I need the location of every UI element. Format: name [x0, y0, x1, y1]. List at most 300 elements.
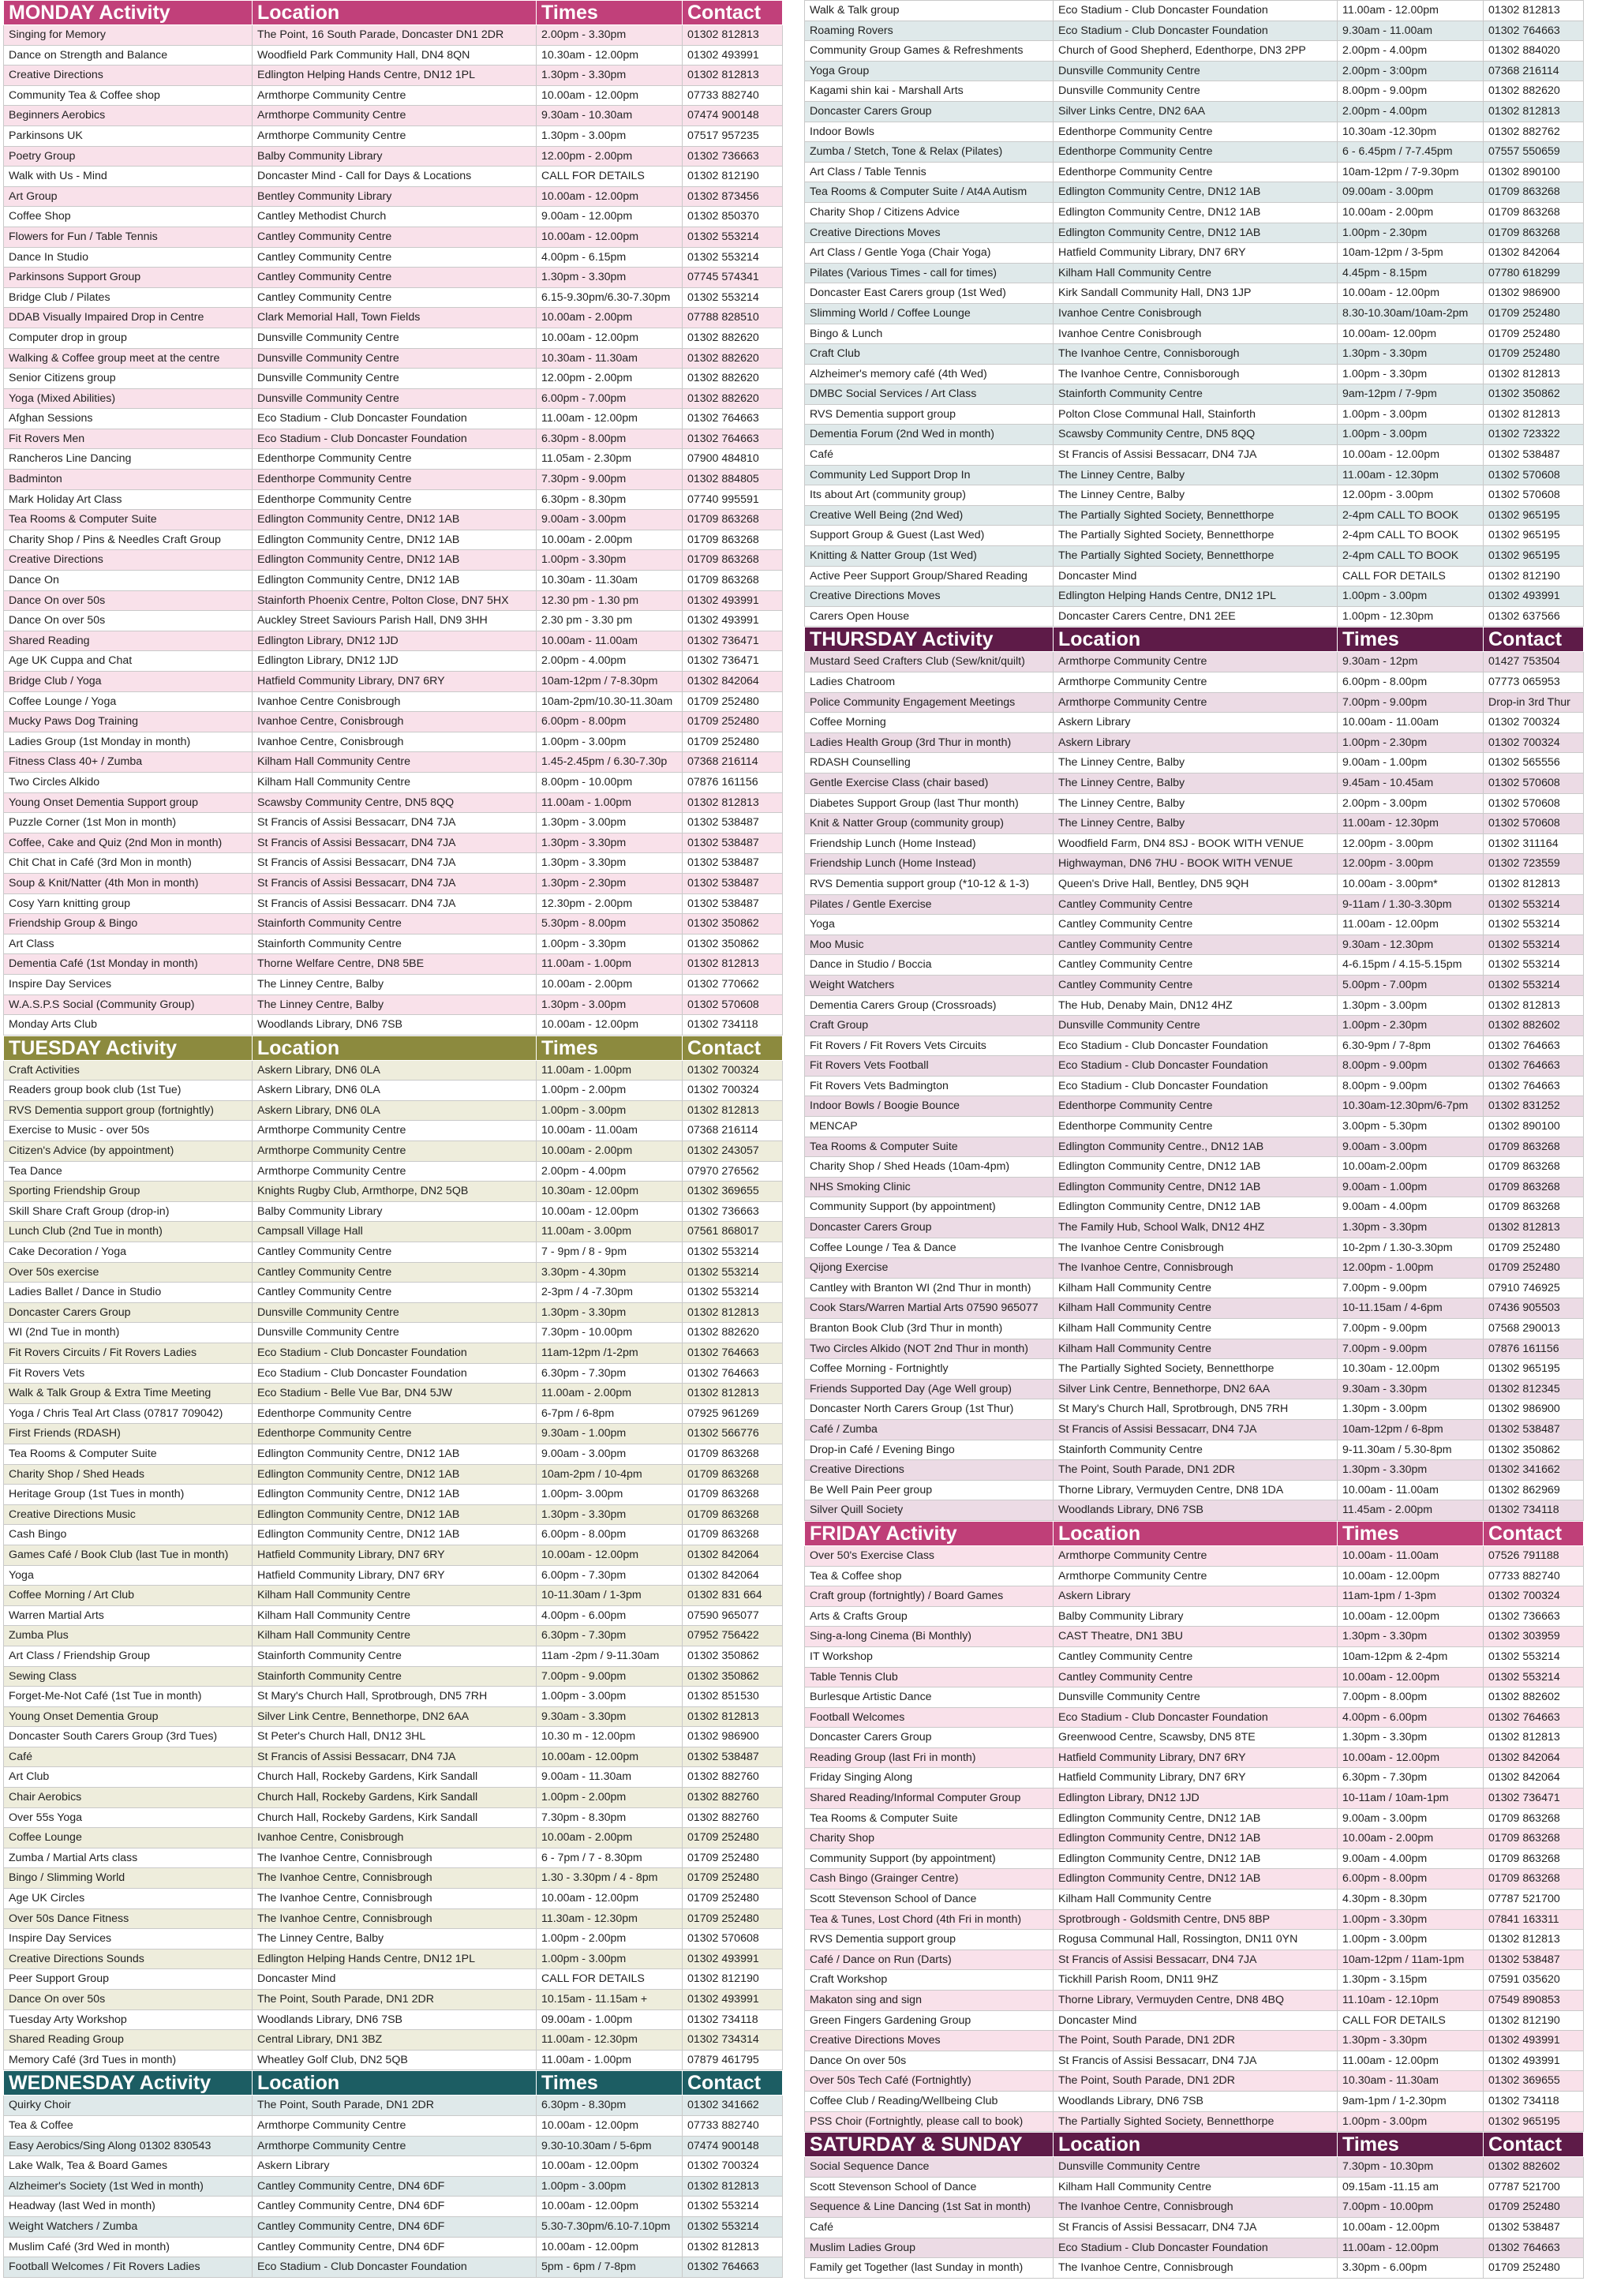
location-cell: The Ivanhoe Centre, Connisborough: [1054, 344, 1338, 365]
contact-cell: 01302 965195: [1484, 546, 1584, 567]
times-cell: 10.00am - 12.00pm: [537, 2237, 683, 2257]
contact-cell: 01302 570608: [683, 1929, 783, 1950]
contact-cell: 01709 252480: [1484, 344, 1584, 365]
location-cell: The Point, South Parade, DN1 2DR: [1054, 2031, 1338, 2051]
location-cell: Hatfield Community Library, DN7 6RY: [253, 1565, 537, 1586]
times-cell: 1.00pm - 3.30pm: [1338, 1909, 1484, 1930]
location-cell: Eco Stadium - Club Doncaster Foundation: [1054, 1707, 1338, 1728]
location-cell: Cantley Community Centre: [1054, 935, 1338, 955]
times-cell: 8.00pm - 10.00pm: [537, 772, 683, 792]
table-row: [4, 2115, 783, 2136]
table-row: [4, 470, 783, 490]
times-cell: 6.30pm - 8.30pm: [537, 489, 683, 510]
contact-cell: 01709 863268: [683, 1504, 783, 1525]
activity-cell: Muslim Ladies Group: [805, 2238, 1054, 2258]
table-row: [4, 712, 783, 732]
location-cell: The Ivanhoe Centre, Connisbrough: [1054, 2258, 1338, 2279]
table-row: [4, 1545, 783, 1565]
times-cell: 1.00pm - 2.30pm: [1338, 732, 1484, 753]
times-cell: 10.00am - 12.00pm: [1338, 283, 1484, 304]
activity-cell: IT Workshop: [805, 1646, 1054, 1667]
activity-cell: Cantley with Branton WI (2nd Thur in month): [805, 1278, 1054, 1298]
times-cell: 10am-12pm / 7-8.30pm: [537, 672, 683, 692]
activity-cell: Badminton: [4, 470, 253, 490]
times-cell: 10-11.15am / 4-6pm: [1338, 1298, 1484, 1319]
contact-cell: 07568 290013: [1484, 1319, 1584, 1339]
location-cell: The Partially Sighted Society, Bennetthorpe: [1054, 526, 1338, 546]
table-row: [805, 854, 1584, 875]
activity-cell: Charity Shop / Pins & Needles Craft Group: [4, 530, 253, 550]
location-cell: Kilham Hall Community Centre: [1054, 1298, 1338, 1319]
table-row: [4, 1182, 783, 1202]
times-cell: 4.30pm - 8.30pm: [1338, 1890, 1484, 1910]
contact-cell: 01709 863268: [683, 1444, 783, 1464]
contact-header: Contact: [683, 2071, 783, 2096]
times-cell: 4.45pm - 8.15pm: [1338, 263, 1484, 283]
location-cell: Church Hall, Rockeby Gardens, Kirk Sandall: [253, 1807, 537, 1828]
contact-cell: 01302 700324: [683, 1060, 783, 1081]
contact-cell: 01302 764663: [1484, 1036, 1584, 1056]
contact-cell: 01302 882602: [1484, 1016, 1584, 1036]
times-cell: 1.30pm - 3.30pm: [1338, 2031, 1484, 2051]
times-cell: 6 - 7pm / 7 - 8.30pm: [537, 1848, 683, 1868]
location-cell: Cantley Community Centre, DN4 6DF: [253, 2197, 537, 2217]
contact-cell: 07879 461795: [683, 2050, 783, 2070]
contact-cell: 01302 350862: [683, 1646, 783, 1666]
activity-cell: Green Fingers Gardening Group: [805, 2010, 1054, 2031]
times-cell: 9-11am / 1.30-3.30pm: [1338, 894, 1484, 915]
activity-cell: Café: [805, 2217, 1054, 2238]
contact-cell: 07549 890853: [1484, 1991, 1584, 2011]
table-row: [805, 1117, 1584, 1137]
times-cell: 10.00am - 12.00pm: [537, 328, 683, 348]
table-row: [805, 182, 1584, 203]
activity-cell: Puzzle Corner (1st Mon in month): [4, 813, 253, 833]
right-column: [804, 0, 1583, 2296]
contact-cell: 07474 900148: [683, 2136, 783, 2156]
location-cell: Edlington Community Centre, DN12 1AB: [253, 1464, 537, 1485]
times-cell: 1.30pm - 3.15pm: [1338, 1970, 1484, 1991]
times-cell: 10-2pm / 1.30-3.30pm: [1338, 1238, 1484, 1258]
contact-cell: 01302 553214: [683, 2197, 783, 2217]
table-row: [805, 713, 1584, 733]
table-row: [805, 1278, 1584, 1298]
location-cell: Edlington Community Centre, DN12 1AB: [253, 1444, 537, 1464]
times-cell: 2.00pm - 4.00pm: [1338, 101, 1484, 122]
times-cell: 11.00am - 1.00pm: [537, 954, 683, 975]
location-cell: Eco Stadium - Club Doncaster Foundation: [253, 1343, 537, 1364]
table-row: [4, 429, 783, 449]
times-cell: 1.00pm - 12.30pm: [1338, 606, 1484, 627]
table-row: [4, 1121, 783, 1141]
table-row: [805, 21, 1584, 41]
times-cell: 11.05am - 2.30pm: [537, 449, 683, 470]
contact-cell: 01709 863268: [1484, 1829, 1584, 1849]
contact-cell: 01302 812190: [683, 167, 783, 187]
table-row: [4, 1525, 783, 1545]
contact-cell: 01302 812190: [1484, 2010, 1584, 2031]
times-cell: 12.30pm - 2.00pm: [537, 893, 683, 914]
activity-cell: Dementia Café (1st Monday in month): [4, 954, 253, 975]
times-cell: 10.00am - 12.00pm: [1338, 445, 1484, 466]
location-cell: Woodlands Library, DN6 7SB: [1054, 2091, 1338, 2111]
contact-cell: Drop-in 3rd Thur: [1484, 692, 1584, 713]
times-cell: 9.00am - 3.00pm: [537, 510, 683, 530]
activity-cell: Craft group (fortnightly) / Board Games: [805, 1586, 1054, 1607]
activity-cell: Shared Reading/Informal Computer Group: [805, 1788, 1054, 1809]
activity-cell: Coffee Lounge / Tea & Dance: [805, 1238, 1054, 1258]
table-row: [805, 1950, 1584, 1970]
location-cell: Cantley Community Centre: [1054, 1667, 1338, 1687]
activity-cell: Ladies Chatroom: [805, 672, 1054, 693]
location-cell: Rogusa Communal Hall, Rossington, DN11 0YN: [1054, 1930, 1338, 1950]
table-row: [4, 672, 783, 692]
contact-cell: 01302 553214: [1484, 975, 1584, 995]
times-cell: 6.30pm - 8.00pm: [537, 429, 683, 449]
times-cell: 12.00pm - 1.00pm: [1338, 1258, 1484, 1279]
table-row: [805, 692, 1584, 713]
table-row: [4, 1848, 783, 1868]
location-cell: Armthorpe Community Centre: [1054, 652, 1338, 672]
activity-cell: Café: [805, 445, 1054, 466]
contact-cell: 07733 882740: [683, 2115, 783, 2136]
table-row: [805, 1238, 1584, 1258]
contact-cell: 01302 812813: [683, 954, 783, 975]
activity-cell: Scott Stevenson School of Dance: [805, 1890, 1054, 1910]
location-cell: St Francis of Assisi Bessacarr, DN4 7JA: [253, 813, 537, 833]
table-row: [805, 1076, 1584, 1096]
activity-cell: Creative Directions Sounds: [4, 1949, 253, 1969]
times-cell: 2.00pm - 4.00pm: [537, 1161, 683, 1182]
times-cell: 1.30pm - 3.00pm: [537, 125, 683, 146]
times-cell: 10.00am - 12.00pm: [537, 186, 683, 207]
times-cell: CALL FOR DETAILS: [1338, 566, 1484, 586]
section-title: MONDAY Activity: [4, 1, 253, 25]
table-row: [4, 691, 783, 712]
table-row: [805, 2177, 1584, 2197]
friday-table: [804, 1521, 1584, 2132]
times-cell: 7.30pm - 9.00pm: [537, 470, 683, 490]
activity-cell: Quirky Choir: [4, 2096, 253, 2116]
activity-cell: Craft Group: [805, 1016, 1054, 1036]
activity-cell: Doncaster East Carers group (1st Wed): [805, 283, 1054, 304]
location-cell: St Francis of Assisi Bessacarr, DN4 7JA: [1054, 1419, 1338, 1440]
location-cell: Armthorpe Community Centre: [253, 106, 537, 126]
activity-cell: DMBC Social Services / Art Class: [805, 384, 1054, 405]
table-row: [4, 268, 783, 288]
table-row: [805, 1747, 1584, 1768]
activity-cell: Sporting Friendship Group: [4, 1182, 253, 1202]
contact-cell: 01302 812813: [683, 1100, 783, 1121]
times-cell: 1.30pm - 3.30pm: [537, 1302, 683, 1323]
times-cell: 11.00am - 3.00pm: [537, 1222, 683, 1242]
table-row: [805, 935, 1584, 955]
times-cell: 1.30pm - 3.30pm: [537, 66, 683, 86]
table-row: [4, 1201, 783, 1222]
table-row: [805, 915, 1584, 935]
activity-cell: Tea Rooms & Computer Suite: [805, 1808, 1054, 1829]
location-header: Location: [253, 1036, 537, 1060]
times-cell: 10.00am - 12.00pm: [537, 1747, 683, 1767]
table-row: [4, 914, 783, 935]
contact-cell: 01302 812813: [1484, 995, 1584, 1016]
table-row: [4, 207, 783, 227]
contact-cell: 07788 828510: [683, 308, 783, 328]
location-cell: Edlington Community Centre, DN12 1AB: [1054, 182, 1338, 203]
activity-cell: Table Tennis Club: [805, 1667, 1054, 1687]
contact-cell: 01709 863268: [1484, 202, 1584, 223]
times-cell: 3.30pm - 6.00pm: [1338, 2258, 1484, 2279]
table-row: [805, 505, 1584, 526]
location-cell: Edenthorpe Community Centre: [1054, 1096, 1338, 1117]
times-cell: 6 - 6.45pm / 7-7.45pm: [1338, 142, 1484, 163]
location-cell: Edenthorpe Community Centre: [1054, 1117, 1338, 1137]
activity-cell: Bridge Club / Pilates: [4, 287, 253, 308]
location-cell: Eco Stadium - Club Doncaster Foundation: [253, 2257, 537, 2278]
times-cell: 12.00pm - 3.00pm: [1338, 833, 1484, 854]
times-cell: 1.30pm - 3.30pm: [537, 1504, 683, 1525]
location-cell: Campsall Village Hall: [253, 1222, 537, 1242]
contact-cell: 01709 863268: [683, 510, 783, 530]
contact-cell: 01709 252480: [683, 712, 783, 732]
location-cell: Sprotbrough - Goldsmith Centre, DN5 8BP: [1054, 1909, 1338, 1930]
activity-cell: Social Sequence Dance: [805, 2157, 1054, 2178]
table-row: [805, 833, 1584, 854]
location-cell: The Point, South Parade, DN1 2DR: [1054, 2071, 1338, 2092]
table-row: [805, 874, 1584, 894]
times-cell: 6-7pm / 6-8pm: [537, 1403, 683, 1424]
activity-cell: Heritage Group (1st Tues in month): [4, 1485, 253, 1505]
times-cell: 10.00am - 11.00am: [537, 631, 683, 651]
times-cell: 6.00pm - 8.00pm: [537, 712, 683, 732]
times-cell: 10-11.30am / 1-3pm: [537, 1586, 683, 1606]
activity-cell: Walk & Talk Group & Extra Time Meeting: [4, 1384, 253, 1404]
tuesday-table: [3, 1036, 783, 2071]
location-cell: Dunsville Community Centre: [1054, 1016, 1338, 1036]
table-row: [805, 526, 1584, 546]
times-cell: 9.30am - 12pm: [1338, 652, 1484, 672]
activity-cell: Yoga Group: [805, 61, 1054, 81]
times-cell: 7 - 9pm / 8 - 9pm: [537, 1242, 683, 1263]
contact-cell: 01302 734118: [683, 2009, 783, 2030]
contact-cell: 01302 723559: [1484, 854, 1584, 875]
contact-cell: 01709 863268: [1484, 223, 1584, 243]
contact-header: Contact: [1484, 627, 1584, 652]
location-cell: Kilham Hall Community Centre: [1054, 1339, 1338, 1359]
contact-cell: 01709 252480: [683, 1889, 783, 1909]
table-row: [4, 1504, 783, 1525]
contact-cell: 01302 493991: [1484, 586, 1584, 607]
times-cell: 1.00pm - 3.00pm: [537, 1687, 683, 1707]
times-cell: 10.00am - 2.00pm: [537, 974, 683, 994]
table-row: [4, 1262, 783, 1283]
table-row: [805, 1890, 1584, 1910]
activity-cell: Sequence & Line Dancing (1st Sat in month): [805, 2197, 1054, 2218]
times-cell: 9.30am - 10.30am: [537, 106, 683, 126]
times-header: Times: [1338, 2133, 1484, 2157]
table-row: [4, 1081, 783, 1101]
activity-cell: Dance On: [4, 571, 253, 591]
table-row: [4, 550, 783, 571]
table-row: [805, 1848, 1584, 1869]
location-cell: Hatfield Community Library, DN7 6RY: [1054, 1768, 1338, 1788]
contact-cell: 01302 553214: [1484, 935, 1584, 955]
contact-cell: 01302 764663: [1484, 1076, 1584, 1096]
activity-cell: Indoor Bowls / Boogie Bounce: [805, 1096, 1054, 1117]
times-cell: 1.30pm - 3.00pm: [537, 813, 683, 833]
times-cell: 8.00pm - 9.00pm: [1338, 1076, 1484, 1096]
contact-cell: 07733 882740: [1484, 1566, 1584, 1586]
location-cell: Dunsville Community Centre: [253, 348, 537, 369]
location-cell: St Francis of Assisi Bessacarr, DN4 7JA: [1054, 2051, 1338, 2071]
activity-cell: Inspire Day Services: [4, 1929, 253, 1950]
times-cell: 1.30pm - 3.30pm: [537, 853, 683, 874]
location-cell: Silver Link Centre, Bennethorpe, DN2 6AA: [253, 1706, 537, 1727]
location-cell: The Ivanhoe Centre, Connisbrough: [253, 1889, 537, 1909]
activity-cell: Creative Directions Music: [4, 1504, 253, 1525]
location-cell: Armthorpe Community Centre: [253, 2136, 537, 2156]
times-cell: 9.30am - 3.30pm: [1338, 1379, 1484, 1399]
contact-cell: 01302 986900: [1484, 283, 1584, 304]
activity-cell: Citizen's Advice (by appointment): [4, 1141, 253, 1162]
location-cell: Edenthorpe Community Centre: [1054, 122, 1338, 142]
times-cell: 11.00am - 12.30pm: [537, 2030, 683, 2051]
table-row: [4, 752, 783, 773]
contact-cell: 01302 842064: [683, 672, 783, 692]
location-cell: Edlington Helping Hands Centre, DN12 1PL: [1054, 586, 1338, 607]
contact-cell: 07436 905503: [1484, 1298, 1584, 1319]
table-row: [4, 1100, 783, 1121]
times-cell: 6.30pm - 7.30pm: [1338, 1768, 1484, 1788]
contact-cell: 01302 965195: [1484, 1359, 1584, 1380]
activity-cell: Weight Watchers: [805, 975, 1054, 995]
table-row: [805, 652, 1584, 672]
location-cell: Edlington Library, DN12 1JD: [253, 651, 537, 672]
contact-cell: 01302 493991: [683, 45, 783, 66]
contact-cell: 01302 736663: [683, 1201, 783, 1222]
location-cell: Tickhill Parish Room, DN11 9HZ: [1054, 1970, 1338, 1991]
times-cell: 8.00pm - 9.00pm: [1338, 81, 1484, 102]
location-cell: Bentley Community Library: [253, 186, 537, 207]
table-row: [805, 1627, 1584, 1647]
table-row: [4, 732, 783, 752]
table-row: [4, 873, 783, 893]
times-cell: 9am-12pm / 7-9pm: [1338, 384, 1484, 405]
table-row: [4, 25, 783, 46]
activity-cell: Friendship Lunch (Home Instead): [805, 833, 1054, 854]
table-row: [805, 1606, 1584, 1627]
location-cell: Doncaster Carers Centre, DN1 2EE: [1054, 606, 1338, 627]
table-row: [805, 1687, 1584, 1708]
location-cell: CAST Theatre, DN1 3BU: [1054, 1627, 1338, 1647]
times-cell: 10.00am - 2.00pm: [1338, 202, 1484, 223]
times-cell: 10.30am - 11.30am: [1338, 2071, 1484, 2092]
table-row: [805, 2031, 1584, 2051]
times-cell: 10.00am - 3.00pm*: [1338, 874, 1484, 894]
contact-cell: 01302 538487: [683, 873, 783, 893]
location-cell: St Francis of Assisi Bessacarr, DN4 7JA: [253, 853, 537, 874]
contact-cell: 01302 850370: [683, 207, 783, 227]
activity-cell: Computer drop in group: [4, 328, 253, 348]
contact-cell: 01302 565556: [1484, 753, 1584, 773]
location-cell: Dunsville Community Centre: [1054, 2157, 1338, 2178]
times-cell: 1.00pm - 2.00pm: [537, 1788, 683, 1808]
activity-cell: Exercise to Music - over 50s: [4, 1121, 253, 1141]
contact-cell: 01302 350862: [1484, 384, 1584, 405]
activity-cell: Craft Workshop: [805, 1970, 1054, 1991]
contact-cell: 01709 252480: [1484, 324, 1584, 344]
contact-cell: 01302 700324: [683, 2156, 783, 2177]
friday-header-row: [805, 1521, 1584, 1545]
table-row: [4, 954, 783, 975]
times-cell: 9.30am - 1.00pm: [537, 1424, 683, 1444]
activity-cell: Skill Share Craft Group (drop-in): [4, 1201, 253, 1222]
times-header: Times: [1338, 627, 1484, 652]
table-row: [4, 651, 783, 672]
table-row: [805, 1399, 1584, 1420]
times-cell: 10.00am - 12.00pm: [537, 1889, 683, 1909]
contact-cell: 01709 252480: [1484, 1238, 1584, 1258]
location-cell: Scawsby Community Centre, DN5 8QQ: [1054, 425, 1338, 445]
contact-cell: 01709 252480: [1484, 2258, 1584, 2279]
activity-cell: Dance On over 50s: [4, 1990, 253, 2010]
contact-cell: 01302 884020: [1484, 41, 1584, 62]
activity-cell: Café: [4, 1747, 253, 1767]
times-cell: 1.00pm - 3.00pm: [537, 732, 683, 752]
location-cell: Armthorpe Community Centre: [1054, 672, 1338, 693]
table-row: [805, 1768, 1584, 1788]
contact-cell: 07900 484810: [683, 449, 783, 470]
activity-cell: Walk with Us - Mind: [4, 167, 253, 187]
contact-cell: 01302 882620: [683, 1323, 783, 1343]
contact-cell: 07526 791188: [1484, 1545, 1584, 1566]
contact-cell: 01302 493991: [1484, 2031, 1584, 2051]
table-row: [805, 1829, 1584, 1849]
contact-cell: 01302 570608: [1484, 814, 1584, 834]
times-cell: 7.30pm - 8.30pm: [537, 1807, 683, 1828]
table-row: [805, 101, 1584, 122]
location-cell: Thorne Library, Vermuyden Centre, DN8 1DA: [1054, 1480, 1338, 1500]
table-row: [805, 1460, 1584, 1481]
table-row: [805, 2258, 1584, 2279]
contact-cell: 01302 243057: [683, 1141, 783, 1162]
table-row: [805, 1991, 1584, 2011]
activity-cell: Flowers for Fun / Table Tennis: [4, 227, 253, 247]
table-row: [4, 1384, 783, 1404]
location-cell: The Linney Centre, Balby: [253, 974, 537, 994]
activity-cell: Weight Watchers / Zumba: [4, 2216, 253, 2237]
location-cell: Armthorpe Community Centre: [1054, 692, 1338, 713]
activity-cell: Charity Shop / Shed Heads: [4, 1464, 253, 1485]
table-row: [4, 1222, 783, 1242]
table-row: [805, 814, 1584, 834]
location-cell: Cantley Community Centre: [253, 247, 537, 268]
activity-cell: Lunch Club (2nd Tue in month): [4, 1222, 253, 1242]
contact-cell: 01302 764663: [683, 1343, 783, 1364]
table-row: [4, 1242, 783, 1263]
activity-cell: Community Tea & Coffee shop: [4, 85, 253, 106]
activity-cell: Pilates (Various Times - call for times): [805, 263, 1054, 283]
location-cell: Edlington Community Centre, DN12 1AB: [253, 510, 537, 530]
times-cell: 10.30 m - 12.00pm: [537, 1727, 683, 1747]
contact-cell: 01302 812813: [683, 1384, 783, 1404]
contact-cell: 01302 736471: [683, 631, 783, 651]
contact-cell: 01302 882602: [1484, 2157, 1584, 2178]
contact-cell: 01302 570608: [683, 994, 783, 1015]
location-cell: Eco Stadium - Club Doncaster Foundation: [253, 409, 537, 429]
times-cell: 10am-2pm/10.30-11.30am: [537, 691, 683, 712]
activity-cell: Carers Open House: [805, 606, 1054, 627]
